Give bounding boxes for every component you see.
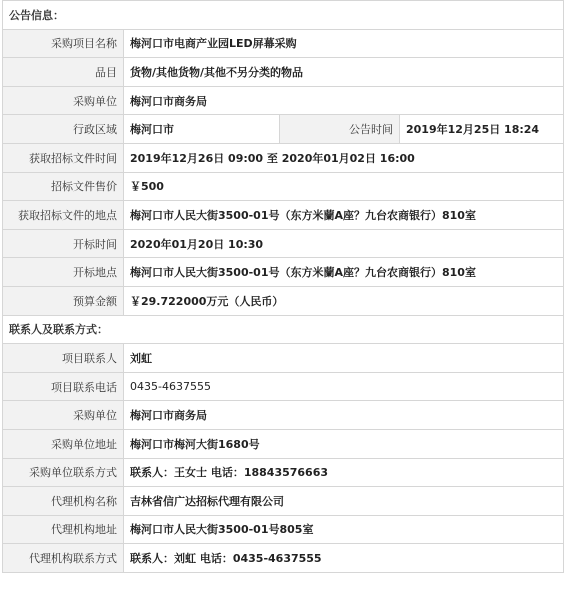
category-label: 品目 — [3, 58, 124, 87]
project-phone-label: 项目联系电话 — [3, 372, 124, 401]
project-name-value: 梅河口市电商产业园LED屏幕采购 — [124, 29, 564, 58]
project-name-label: 采购项目名称 — [3, 29, 124, 58]
table-row — [3, 372, 564, 401]
table-row — [3, 515, 564, 544]
purchaser-label: 采购单位 — [3, 86, 124, 115]
project-contact-value: 刘虹 — [124, 344, 564, 373]
agency-address-value: 梅河口市人民大街3500-01号805室 — [124, 515, 564, 544]
table-row — [3, 229, 564, 258]
project-contact-label: 项目联系人 — [3, 344, 124, 373]
table-row — [3, 487, 564, 516]
doc-time-label: 获取招标文件时间 — [3, 143, 124, 172]
doc-place-label: 获取招标文件的地点 — [3, 201, 124, 230]
table-row — [3, 258, 564, 287]
table-row — [3, 544, 564, 573]
agency-name-value: 吉林省信广达招标代理有限公司 — [124, 487, 564, 516]
notice-table — [2, 0, 564, 573]
budget-value: ￥29.722000万元（人民币） — [124, 286, 564, 315]
open-place-label: 开标地点 — [3, 258, 124, 287]
open-time-label: 开标时间 — [3, 229, 124, 258]
table-row — [3, 172, 564, 201]
doc-time-value: 2019年12月26日 09:00 至 2020年01月02日 16:00 — [124, 143, 564, 172]
purchaser-address-value: 梅河口市梅河大街1680号 — [124, 429, 564, 458]
agency-contact-value: 联系人：刘虹 电话：0435-4637555 — [124, 544, 564, 573]
budget-label: 预算金额 — [3, 286, 124, 315]
agency-name-label: 代理机构名称 — [3, 487, 124, 516]
purchaser-contact-label: 采购单位联系方式 — [3, 458, 124, 487]
table-row — [3, 143, 564, 172]
table-row — [3, 429, 564, 458]
section-title: 公告信息： — [3, 1, 564, 30]
purchaser-address-label: 采购单位地址 — [3, 429, 124, 458]
open-place-value: 梅河口市人民大街3500-01号（东方米蘭A座？九台农商银行）810室 — [124, 258, 564, 287]
open-time-value: 2020年01月20日 10:30 — [124, 229, 564, 258]
table-row — [3, 401, 564, 430]
category-value: 货物/其他货物/其他不另分类的物品 — [124, 58, 564, 87]
table-row — [3, 458, 564, 487]
agency-address-label: 代理机构地址 — [3, 515, 124, 544]
section-title: 联系人及联系方式： — [3, 315, 564, 344]
section-header-announcement — [3, 1, 564, 30]
doc-place-value: 梅河口市人民大街3500-01号（东方米蘭A座？九台农商银行）810室 — [124, 201, 564, 230]
contact-purchaser-value: 梅河口市商务局 — [124, 401, 564, 430]
table-row — [3, 344, 564, 373]
region-value: 梅河口市 — [124, 115, 280, 144]
project-phone-value: 0435-4637555 — [124, 372, 564, 401]
contact-purchaser-label: 采购单位 — [3, 401, 124, 430]
agency-contact-label: 代理机构联系方式 — [3, 544, 124, 573]
table-row — [3, 58, 564, 87]
table-row — [3, 115, 564, 144]
table-row — [3, 201, 564, 230]
doc-price-label: 招标文件售价 — [3, 172, 124, 201]
announce-time-label: 公告时间 — [280, 115, 400, 144]
table-row — [3, 286, 564, 315]
purchaser-value: 梅河口市商务局 — [124, 86, 564, 115]
announce-time-value: 2019年12月25日 18:24 — [400, 115, 564, 144]
region-label: 行政区域 — [3, 115, 124, 144]
doc-price-value: ￥500 — [124, 172, 564, 201]
table-row — [3, 29, 564, 58]
purchaser-contact-value: 联系人：王女士 电话：18843576663 — [124, 458, 564, 487]
table-row — [3, 86, 564, 115]
section-header-contacts — [3, 315, 564, 344]
